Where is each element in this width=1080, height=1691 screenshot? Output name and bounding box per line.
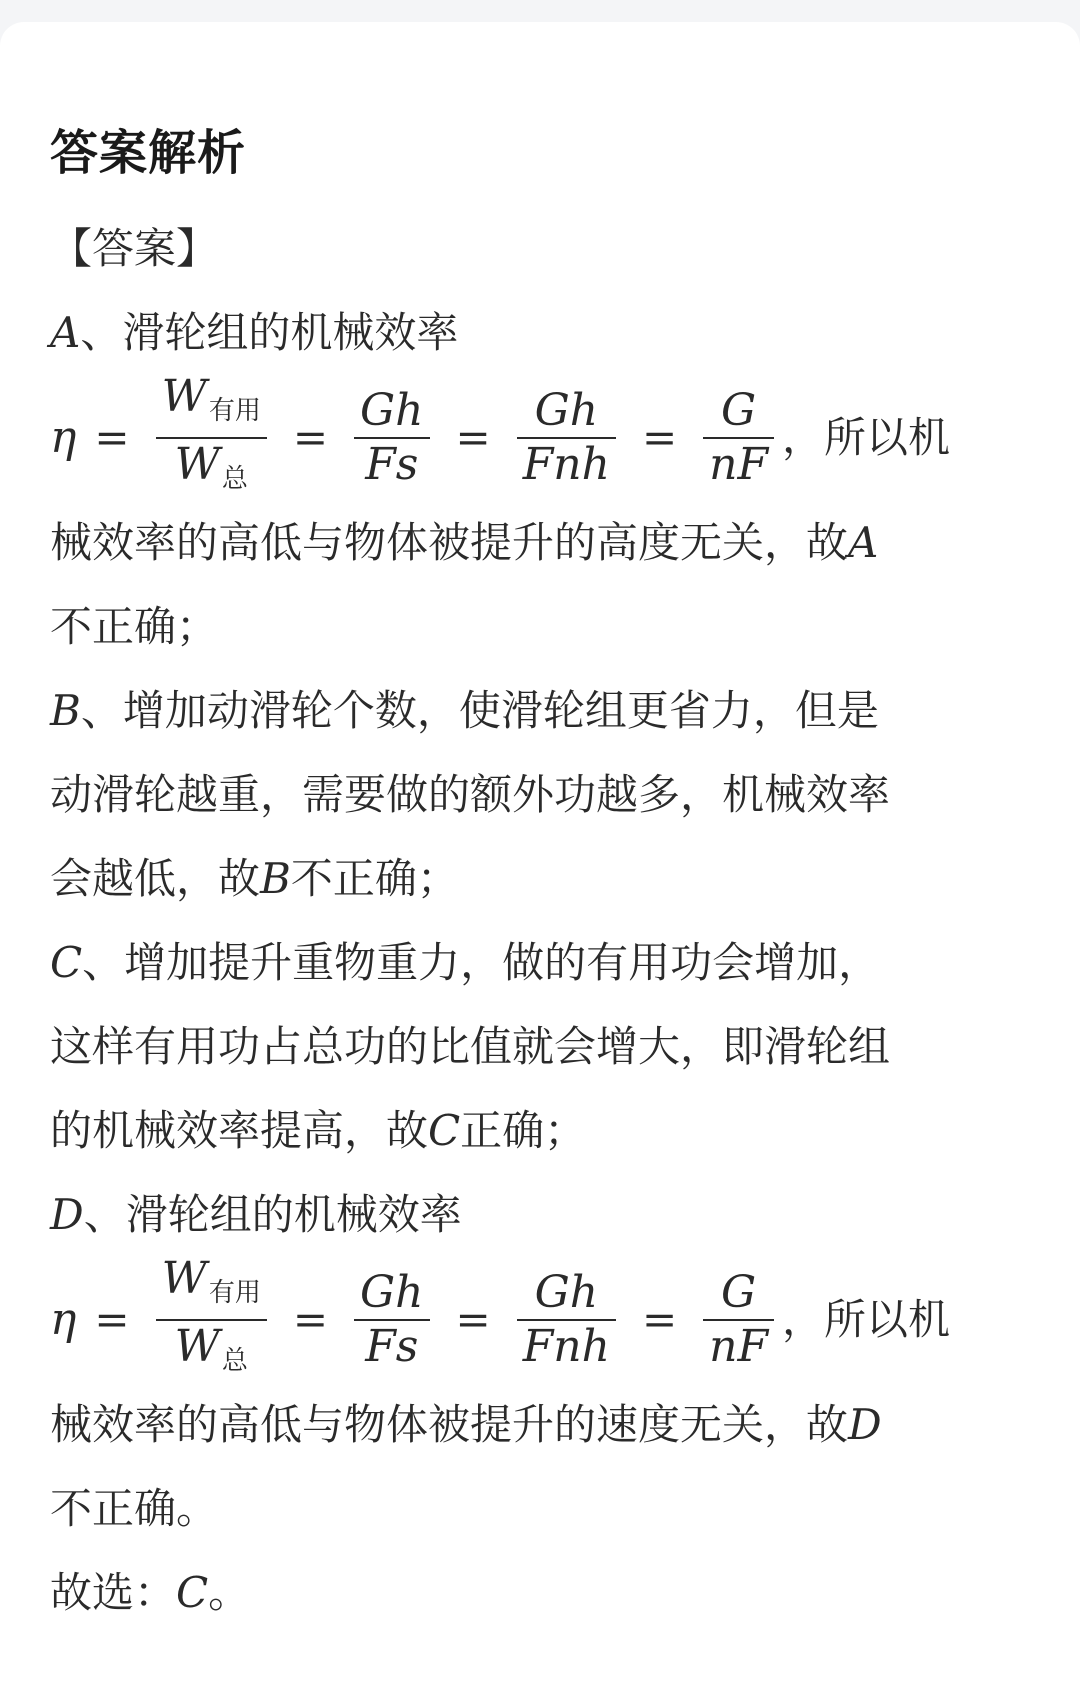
section-title: 答案解析 (50, 125, 247, 181)
answer-card (0, 22, 1080, 1691)
option-c-line1: C、增加提升重物重力，做的有用功会增加， (50, 938, 881, 987)
option-c-line3: 的机械效率提高，故C正确； (50, 1106, 587, 1155)
option-c-line2: 这样有用功占总功的比值就会增大，即滑轮组 (50, 1022, 891, 1071)
fraction-gh-over-fnh: $\frac{Gh}{\text{Fnh}}$ (517, 385, 616, 491)
final-answer: 故选：C。 (50, 1568, 251, 1617)
option-a-conclusion: 不正确； (50, 602, 219, 651)
fraction-g-over-nf: $\frac{G}{nF}$ (703, 1267, 774, 1373)
option-b-line3: 会越低，故B不正确； (50, 854, 459, 903)
option-d-intro: D、滑轮组的机械效率 (50, 1190, 462, 1239)
answer-content (50, 207, 1035, 1635)
fraction-g-over-nf: $\frac{G}{nF}$ (703, 385, 774, 491)
option-d-conclusion: 不正确。 (50, 1484, 219, 1533)
answer-label: 【答案】 (50, 224, 219, 273)
option-d-formula: η = $\frac{W_{有用}}{W_总}$ = $\frac{Gh}{Fs}$ = $\frac{Gh}{\text{Fnh}}$ = $\frac{G}{nF}$ ，所以机 (50, 1257, 1035, 1383)
option-a-intro: A、滑轮组的机械效率 (50, 308, 459, 357)
option-a-formula: η = $\frac{W_{有用}}{W_总}$ = $\frac{Gh}{Fs}$ = $\frac{Gh}{\text{Fnh}}$ = $\frac{G}{nF}$ ，所以机 (50, 375, 1035, 501)
option-d-cont: 械效率的高低与物体被提升的速度无关，故D (50, 1400, 882, 1449)
fraction-gh-over-fnh: $\frac{Gh}{\text{Fnh}}$ (517, 1267, 616, 1373)
option-b-line1: B、增加动滑轮个数，使滑轮组更省力，但是 (50, 686, 879, 735)
option-b-line2: 动滑轮越重，需要做的额外功越多，机械效率 (50, 770, 891, 819)
fraction-w-useful-over-total: $\frac{W_{有用}}{W_总}$ (156, 1253, 267, 1387)
option-a-cont: 械效率的高低与物体被提升的高度无关，故A (50, 518, 879, 567)
fraction-w-useful-over-total: $\frac{W_{有用}}{W_总}$ (156, 371, 267, 505)
fraction-gh-over-fs: $\frac{Gh}{Fs}$ (354, 1267, 430, 1373)
fraction-gh-over-fs: $\frac{Gh}{Fs}$ (354, 385, 430, 491)
